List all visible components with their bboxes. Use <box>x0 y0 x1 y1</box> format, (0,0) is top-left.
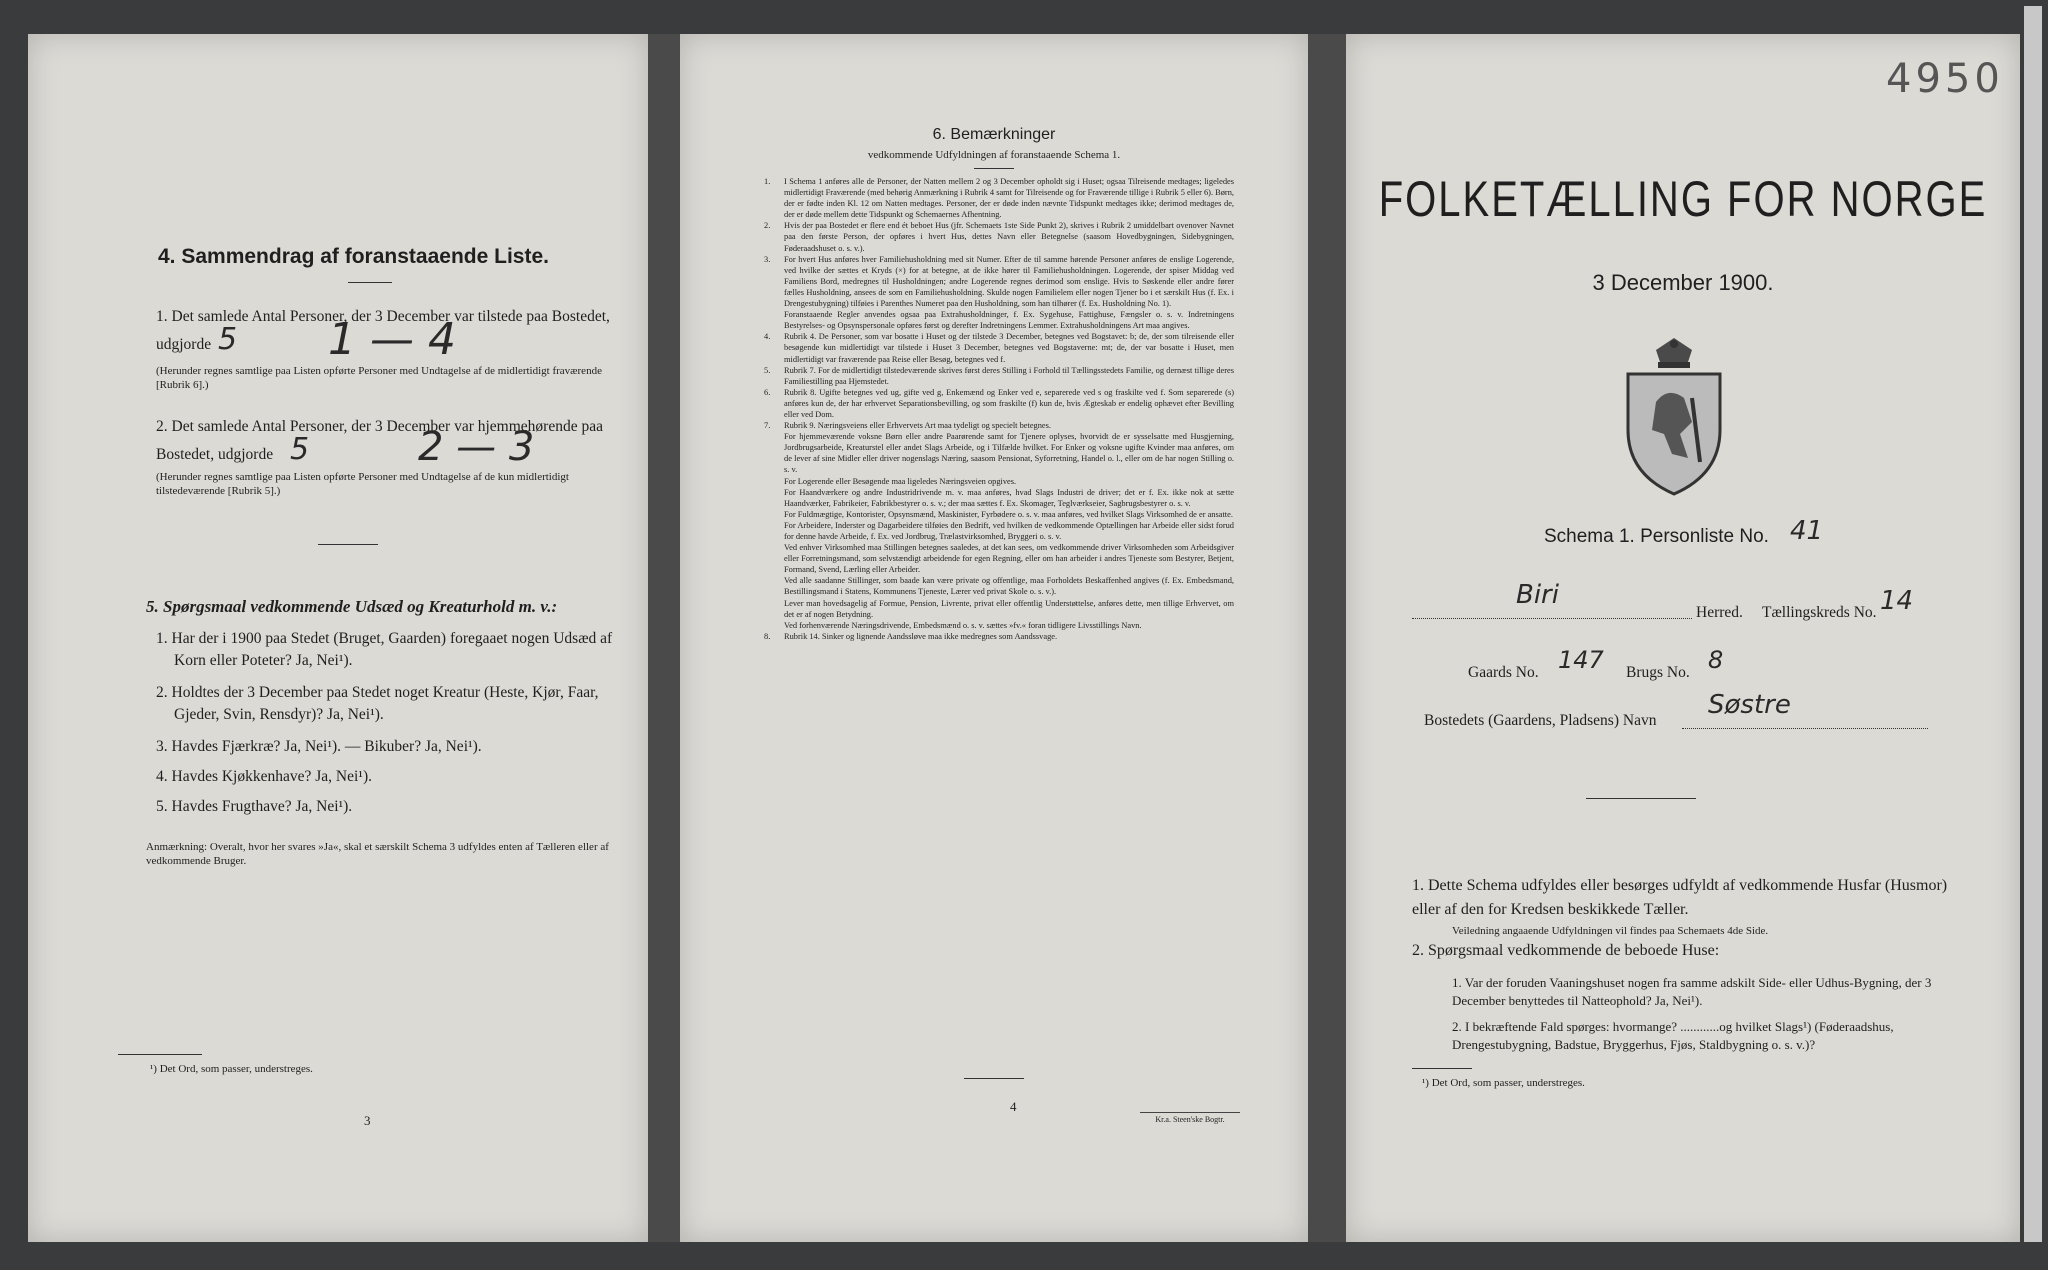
gaards-value: 147 <box>1558 646 1604 674</box>
remark-number <box>764 476 784 487</box>
remark-number <box>764 520 784 542</box>
remark-item <box>764 431 1234 475</box>
remark-text: Ved enhver Virksomhed maa Stillingen betegnes saaledes, at det kan sees, om vedkommende driver Virksomheden som Arbeidsgiver eller Forretningsmand, som selvstændigt arbeidende for egen Regning, eller om han arbeider i andres Tjeneste som Bestyrer, Betjent, Formand, Svend, Lærling eller Arbeider. <box>784 543 1234 575</box>
item1-split: 1 — 4 <box>328 314 456 365</box>
remark-item <box>764 509 1234 520</box>
schema-label: Schema 1. Personliste No. <box>1544 526 1769 547</box>
remark-number <box>764 598 784 620</box>
item2-note: (Herunder regnes samtlige paa Listen opførte Personer med Undtagelse af de kun midlertidigt tilstedeværende [Rubrik 5].) <box>156 471 569 497</box>
remark-number <box>764 487 784 509</box>
divider <box>1586 798 1696 799</box>
remark-text: Lever man hovedsagelig af Formue, Pension, Livrente, privat eller offentlig Understøttelse, anføres dette, men tillige Erhvervet, om det er af nogen Betydning. <box>784 598 1234 619</box>
remark-number: 2. <box>764 221 771 231</box>
schema-number: 41 <box>1790 516 1824 546</box>
remark-number: 4. <box>764 332 771 342</box>
kreds-label: Tællingskreds No. <box>1762 604 1877 621</box>
remark-text: Rubrik 4. De Personer, som var bosatte i Huset og der tilstede 3 December, betegnes ved Bogstavet: b; de, der som tilreisende eller besøgende kun midlertidigt var tilstede i Huset 3 December, betegnes ved Bogstaverne: mt; de, der var bosatte i Huset, men midlertidigt var fraværende paa Reise eller Besøg, betegnes ved f. <box>784 332 1234 364</box>
instruction-2: 2. Spørgsmaal vedkommende de beboede Huse: <box>1412 942 1720 959</box>
q1b: Korn eller Poteter? Ja, Nei¹). <box>174 652 353 669</box>
herred-label: Herred. <box>1696 604 1743 621</box>
q2a: 2. Holdtes der 3 December paa Stedet noget Kreatur (Heste, Kjør, Faar, <box>156 684 599 701</box>
brugs-label: Brugs No. <box>1626 664 1690 681</box>
item1-value: 5 <box>218 322 238 357</box>
remark-text: For hjemmeværende voksne Børn eller andre Paarørende samt for Tjenere oplyses, hvorvidt de er sysselsatte med Husgjerning, Jordbrugsarbeide, Kreaturstel eller andet Slags Arbeide, og i Tilfælde hvilket. For Enker og voksne ugifte Kvinder maa anføres, om de lever af sine Midler eller driver nogenslags Næring, saasom Pensionat, Syforretning, Handel o. l., eller om de har nogen Stilling o. s. v. <box>784 432 1234 475</box>
bosted-label: Bostedets (Gaardens, Pladsens) Navn <box>1424 712 1657 729</box>
instruction-2-q2: 2. I bekræftende Fald spørges: hvormange? ............og hvilket Slags¹) (Føderaadshus, Drengestubygning, Badstue, Bryggerhus, Fjøs, Staldbygning o. s. v.)? <box>1452 1019 1894 1052</box>
remark-item <box>764 365 1234 387</box>
item2-text: 2. Det samlede Antal Personer, der 3 December var hjemmehørende paa <box>156 418 603 435</box>
right-page <box>1346 34 2020 1242</box>
remark-text: Rubrik 9. Næringsveiens eller Erhvervets Art maa tydeligt og specielt betegnes. <box>784 421 1052 431</box>
q5: 5. Havdes Frugthave? Ja, Nei¹). <box>156 798 353 815</box>
bosted-value: Søstre <box>1708 690 1791 720</box>
remark-item <box>764 331 1234 364</box>
item1-note: (Herunder regnes samtlige paa Listen opførte Personer med Undtagelse af de midlertidigt fraværende [Rubrik 6].) <box>156 365 602 391</box>
remark-text: For Arbeidere, Inderster og Dagarbeidere tilføies den Bedrift, ved hvilken de vedkommende Optællingen har Arbeide eller sidst forud for denne havde Arbeide, f. Ex. ved Jordbrug, Trælastvirksomhed, Bryggeri o. s. v. <box>784 520 1234 541</box>
divider <box>318 544 378 545</box>
q2b: Gjeder, Svin, Rensdyr)? Ja, Nei¹). <box>174 706 384 723</box>
remark-number <box>764 309 784 331</box>
instruction-1: 1. Dette Schema udfyldes eller besørges udfyldt af vedkommende Husfar (Husmor) eller af den for Kredsen beskikkede Tæller. <box>1412 877 1948 918</box>
instruction-1-note: Veiledning angaaende Udfyldningen vil findes paa Schemaets 4de Side. <box>1452 925 1769 937</box>
remark-text: For Haandværkere og andre Industridrivende m. v. maa anføres, hvad Slags Industri de driver; det er f. Ex. ikke nok at sætte Haandværker, Fabrikeier, Fabrikbestyrer o. s. v.; der maa sættes f. Ex. Skomager, Teglværkseier, Sagbrugsbestyrer o. s. v. <box>784 487 1234 508</box>
scanner-ruler <box>2024 6 2042 1242</box>
q1a: 1. Har der i 1900 paa Stedet (Bruget, Gaarden) foregaaet nogen Udsæd af <box>156 630 613 647</box>
remark-number: 3. <box>764 254 771 264</box>
remark-text: Rubrik 8. Ugifte betegnes ved ug, gifte ved g, Enkemænd og Enker ved e, separerede ved s og fraskilte ved f. Som separerede (s) anføres kun de, der har erhvervet Separationsbevilling, og som fraskilte (f) kun de, hvis Ægteskab er endelig ophævet efter Bevilling eller ved Dom. <box>784 387 1234 419</box>
herred-value: Biri <box>1516 580 1559 610</box>
section5-title: 5. Spørgsmaal vedkommende Udsæd og Kreaturhold m. v.: <box>146 597 558 616</box>
remark-item <box>764 620 1234 631</box>
remark-item <box>764 598 1234 620</box>
remark-text: Rubrik 7. For de midlertidigt tilstedeværende skrives først deres Stilling i Forhold til Tællingsstedets Familie, og dernæst tillige deres Familiestilling paa Hjemstedet. <box>784 365 1234 386</box>
divider <box>974 168 1014 169</box>
remark-number: 7. <box>764 421 771 431</box>
q4: 4. Havdes Kjøkkenhave? Ja, Nei¹). <box>156 768 372 785</box>
remark-text: Ved forhenværende Næringsdrivende, Embedsmænd o. s. v. sættes »fv.« foran tidligere Livsstillings Navn. <box>784 620 1142 630</box>
remark-item <box>764 575 1234 597</box>
gaards-label: Gaards No. <box>1468 664 1539 681</box>
remark-text: Foranstaaende Regler anvendes ogsaa paa Extrahusholdninger, f. Ex. Sygehuse, Fattighuse, Fængsler o. s. v. Indretningens Bestyrelses- og Opsynspersonale opføres først og derefter Indretningens Lemmer. Extrahusholdningens Art maa angives. <box>784 310 1234 331</box>
footnote-rule <box>1412 1068 1472 1069</box>
remark-number: 8. <box>764 631 771 641</box>
remark-text: For hvert Hus anføres hver Familiehusholdning med sit Numer. Efter de til samme hørende Personer anføres de enslige Logerende, ved hvilke der sættes et Kryds (×) for at betegne, at de ikke hører til Familiehusholdningen. Logerende, der spiser Middag ved Familiens Bord, medregnes til Husholdningen; andre Logerende regnes derimod som enslige. Hvis to Søskende eller andre fører fælles Husholdning, ansees de som en Familiehusholdning. Skulde nogen Familielem eller nogen Tjener bo i et særskilt Hus (f. Ex. i Drengestubygning) tilføies i Parenthes Numeret paa den Husholdning, som han tilhører (f. Ex. Husholdning No. 1). <box>784 254 1234 309</box>
gutter <box>648 34 680 1242</box>
remark-number <box>764 509 784 520</box>
remark-item <box>764 309 1234 331</box>
kreds-value: 14 <box>1880 586 1914 616</box>
stamp-number: 4950 <box>1886 56 2004 102</box>
item2-bostedet: Bostedet, udgjorde <box>156 446 274 463</box>
q3: 3. Havdes Fjærkræ? Ja, Nei¹). — Bikuber? Ja, Nei¹). <box>156 738 482 755</box>
remark-item <box>764 254 1234 309</box>
divider <box>348 282 392 283</box>
remarks-list <box>764 176 1234 642</box>
remark-item <box>764 487 1234 509</box>
remark-number <box>764 575 784 597</box>
divider <box>964 1078 1024 1079</box>
remark-text: For Logerende eller Besøgende maa ligeledes Næringsveien opgives. <box>784 476 1017 486</box>
instruction-2-q1: 1. Var der foruden Vaaningshuset nogen fra samme adskilt Side- eller Udhus-Bygning, der 3 December benyttedes til Natteophold? Ja, Nei¹). <box>1452 975 1932 1008</box>
remarks-title: 6. Bemærkninger <box>932 126 1056 143</box>
remark-number <box>764 542 784 575</box>
remark-item <box>764 387 1234 420</box>
remark-text: Ved alle saadanne Stillinger, som baade kan være private og offentlige, maa Forholdets Beskaffenhed angives (f. Ex. Embedsmand, Bestillingsmand i Statens, Kommunens Tjeneste, Lærer ved privat Skole o. s. v.). <box>784 576 1234 597</box>
remarks-subtitle: vedkommende Udfyldningen af foranstaaende Schema 1. <box>867 149 1121 161</box>
remark-number: 6. <box>764 387 771 397</box>
remark-number: 5. <box>764 365 771 375</box>
page-number: 3 <box>364 1113 371 1128</box>
remark-text: For Fuldmægtige, Kontorister, Opsynsmænd, Maskinister, Fyrbødere o. s. v. maa anføres, ved hvilket Slags Virksomhed de er ansatte. <box>784 509 1233 519</box>
remark-text: I Schema 1 anføres alle de Personer, der Natten mellem 2 og 3 December opholdt sig i Huset; ogsaa Tilreisende medtages; ligeledes midlertidigt Fraværende (med behørig Anmærkning i Rubrik 4 samt for Tilreisende og for Fraværende tillige i Rubrik 5 eller 6). Børn, der er fødte inden Kl. 12 om Natten medtages. Personer, der er døde inden nævnte Tidspunkt medtages ikke; derimod medtages de, der er døde mellem dette Tidspunkt og Schemaernes Afhentning. <box>784 177 1234 220</box>
remark-item <box>764 420 1234 431</box>
item2-value: 5 <box>290 432 310 467</box>
page-number: 4 <box>1010 1099 1017 1114</box>
footnote: ¹) Det Ord, som passer, understreges. <box>150 1063 313 1075</box>
left-page <box>28 34 648 1242</box>
item2-split: 2 — 3 <box>418 424 535 470</box>
remark-text: Hvis der paa Bostedet er flere end ét beboet Hus (jfr. Schemaets 1ste Side Punkt 2), skrives i Rubrik 2 umiddelbart ovenover Navnet paa den første Person, der opføres i hvert Hus, dettes Navn eller Betegnelse (saasom Hovedbygningen, Sidebygningen, Føderaadshuset o. s. v.). <box>784 221 1234 253</box>
footnote-rule <box>118 1054 202 1055</box>
remark-item <box>764 542 1234 575</box>
remark-number: 1. <box>764 177 771 186</box>
remark-item <box>764 220 1234 253</box>
census-title: FOLKETÆLLING FOR NORGE <box>1378 172 1988 228</box>
remark-text: Rubrik 14. Sinker og lignende Aandssløve maa ikke medregnes som Aandssvage. <box>784 631 1058 641</box>
printer-name: Kr.a. Steen'ske Bogtr. <box>1140 1112 1240 1127</box>
item1-text: 1. Det samlede Antal Personer, der 3 December var tilstede paa Bostedet, <box>156 308 610 325</box>
brugs-value: 8 <box>1708 646 1724 674</box>
census-date: 3 December 1900. <box>1592 270 1774 295</box>
item1-udgjorde: udgjorde <box>156 336 212 353</box>
remark-item <box>764 520 1234 542</box>
remark-item <box>764 176 1234 220</box>
remark-number <box>764 620 784 631</box>
footnote: ¹) Det Ord, som passer, understreges. <box>1422 1077 1585 1089</box>
remark-number <box>764 431 784 475</box>
section4-title: 4. Sammendrag af foranstaaende Liste. <box>158 245 549 268</box>
middle-page <box>680 34 1308 1242</box>
remark-item <box>764 631 1234 642</box>
remark-item <box>764 476 1234 487</box>
gutter <box>1308 34 1346 1242</box>
norwegian-coat-of-arms-icon <box>1612 338 1736 498</box>
anmerkning: Anmærkning: Overalt, hvor her svares »Ja«, skal et særskilt Schema 3 udfyldes enten af Tælleren eller af vedkommende Bruger. <box>146 841 609 867</box>
